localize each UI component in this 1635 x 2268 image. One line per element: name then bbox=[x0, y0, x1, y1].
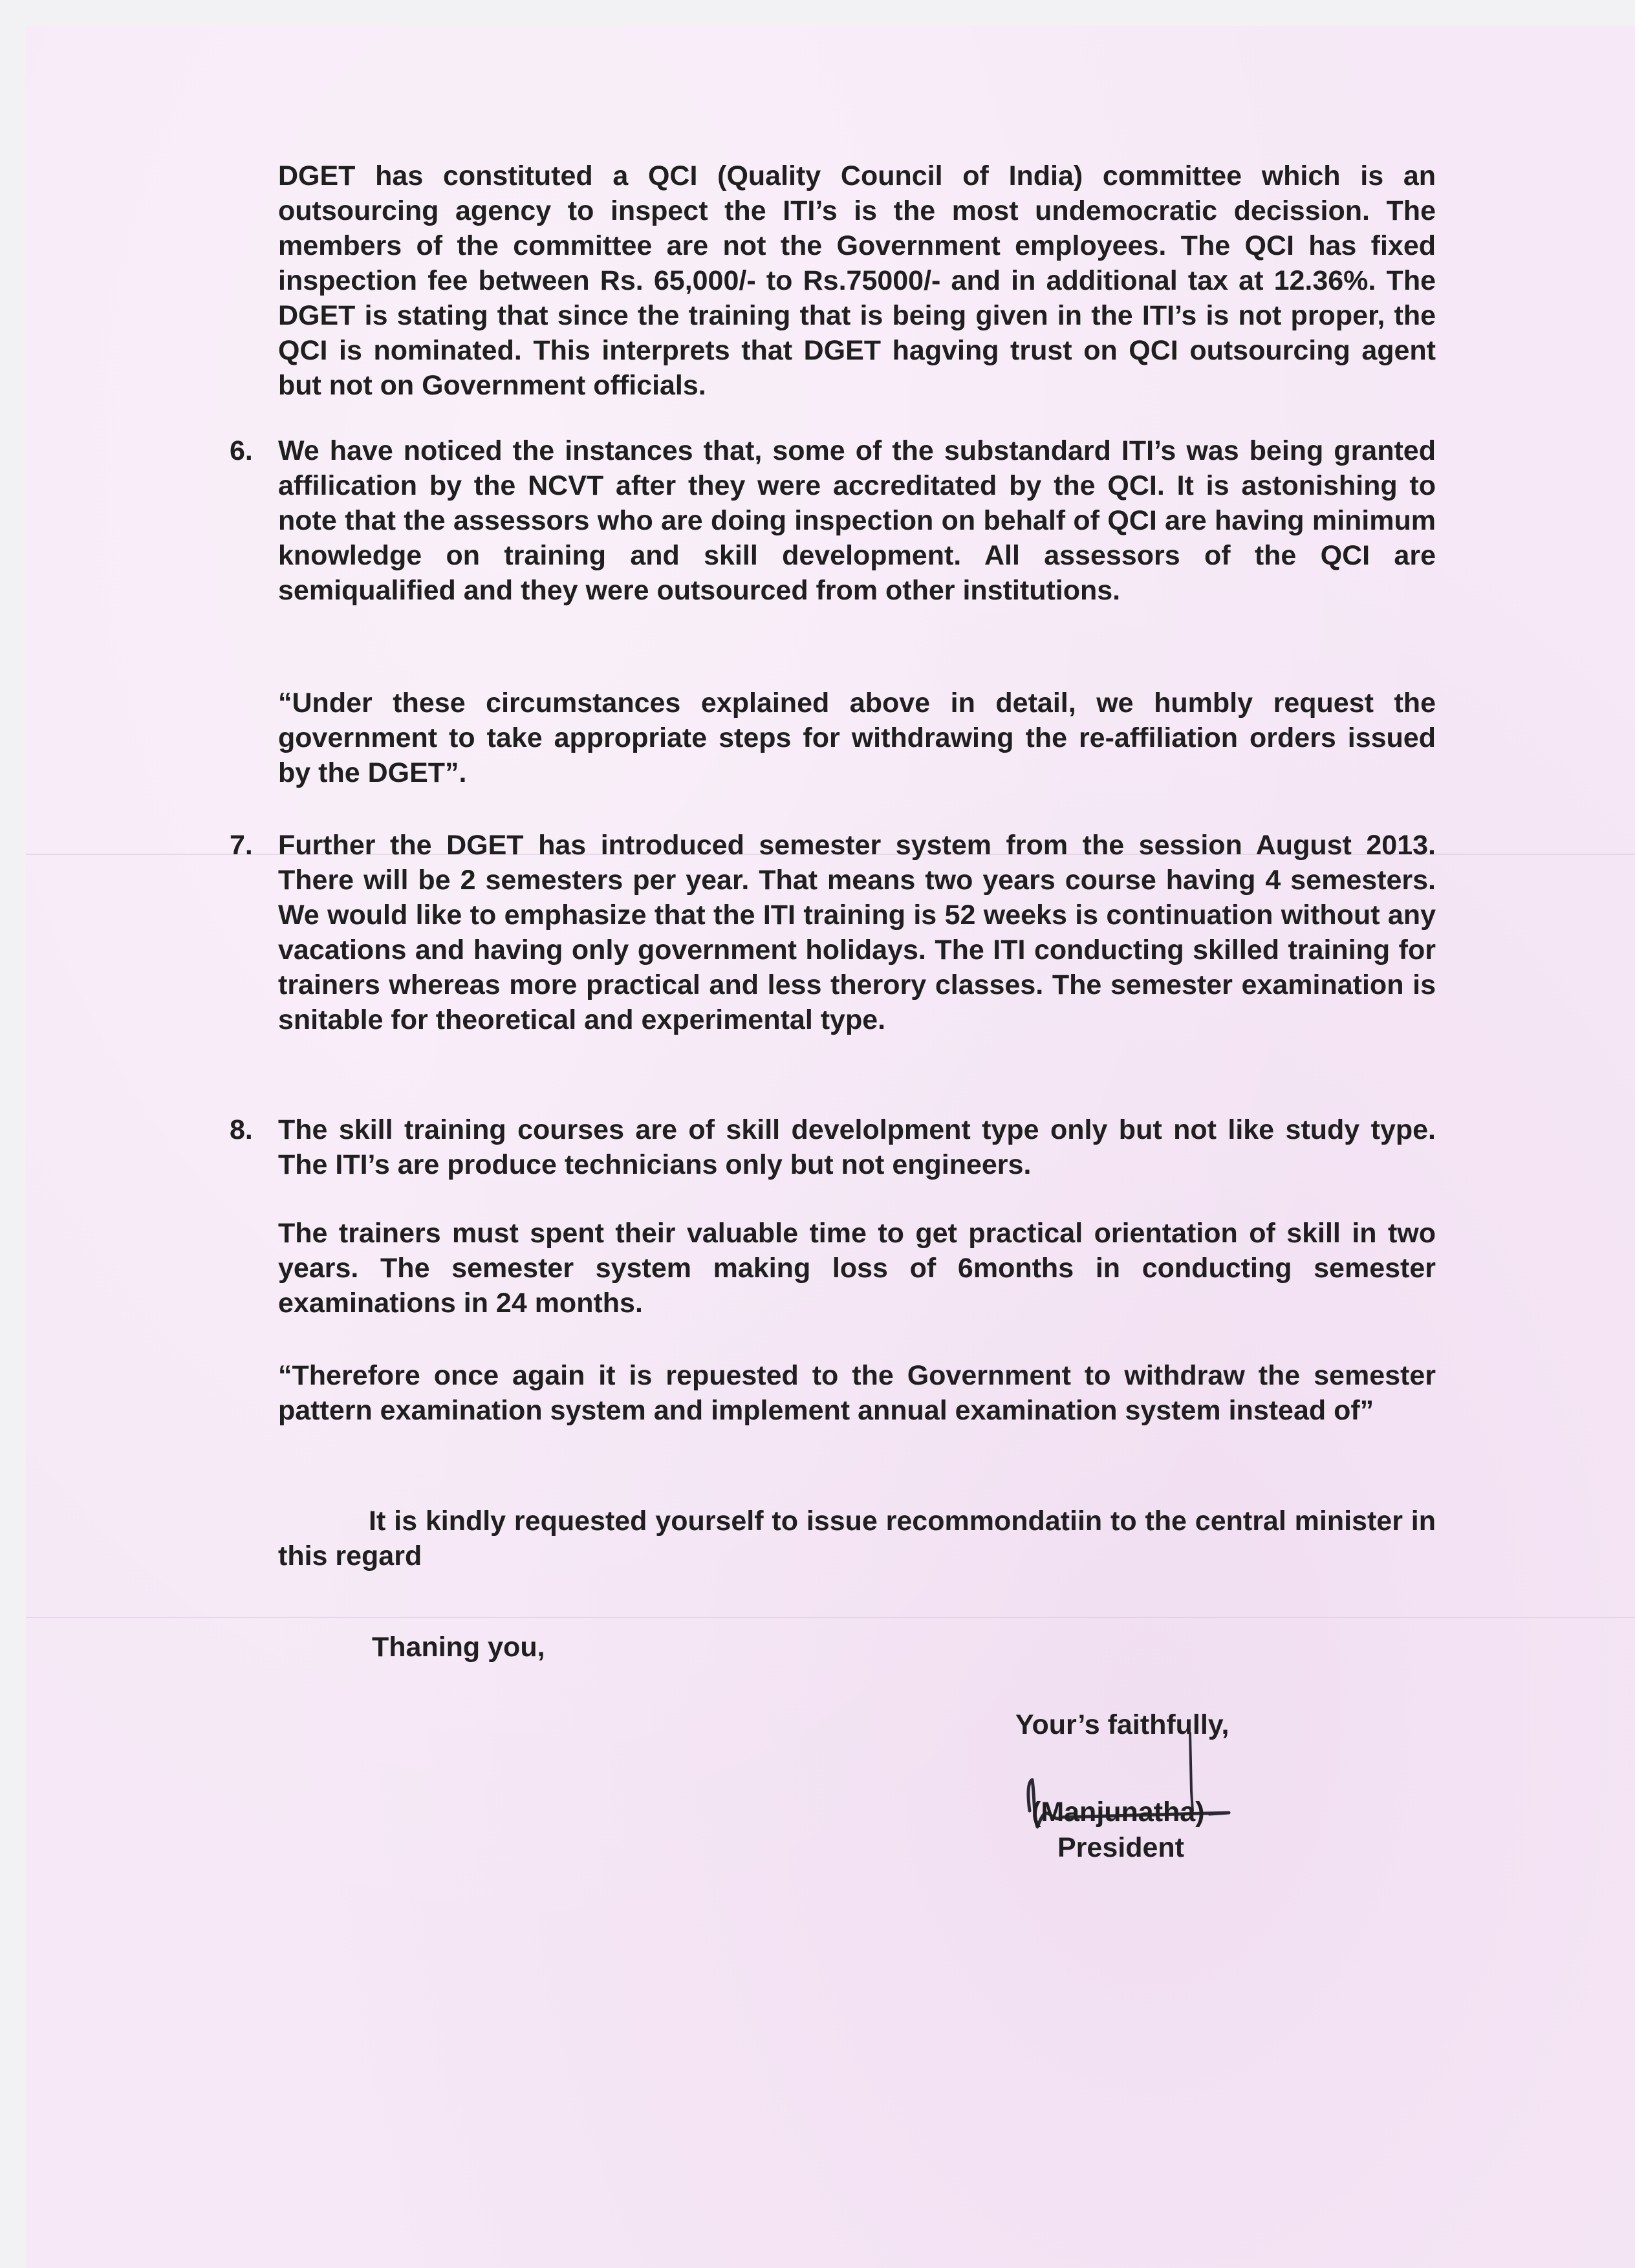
request-paragraph: It is kindly requested yourself to issue recommondatiin to the central minister in this regard bbox=[278, 1506, 1436, 1571]
point-8-paragraph-2: The trainers must spent their valuable time to get practical orientation of skill in two years. The semester system making loss of 6months in conducting semester examinations in 24 months. bbox=[278, 1218, 1436, 1319]
signatory-title: President bbox=[1057, 1832, 1184, 1863]
point-number-7: 7. bbox=[230, 830, 253, 861]
paper-crease bbox=[26, 1617, 1635, 1618]
signatory-name: (Manjunatha) bbox=[1032, 1797, 1205, 1828]
point-number-6: 6. bbox=[230, 435, 253, 466]
point-7-text: Further the DGET has introduced semester system from the session August 2013. There will be 2 semesters per year. That means two years course having 4 semesters. We would like to emphasize that the ITI training is 52 weeks is continuation without any vacations and having only government holidays. The ITI conducting skilled training for trainers whereas more practical and less therory classes. The semester examination is snitable for theoretical and experimental type. bbox=[278, 830, 1436, 1035]
point-6-quote: “Under these circumstances explained above in detail, we humbly request the government to take appropriate steps for withdrawing the re-affiliation orders issued by the DGET”. bbox=[278, 687, 1436, 788]
point-number-8: 8. bbox=[230, 1114, 253, 1145]
closing-line: Your’s faithfully, bbox=[1015, 1709, 1229, 1740]
point-8-quote: “Therefore once again it is repuested to the Government to withdraw the semester pattern examination system and implement annual examination system instead of” bbox=[278, 1360, 1436, 1426]
point-8-text: The skill training courses are of skill develolpment type only but not like study type. The ITI’s are produce technicians only but not engineers. bbox=[278, 1114, 1436, 1180]
point-6-text: We have noticed the instances that, some of the substandard ITI’s was being granted affilication by the NCVT after they were accreditated by the QCI. It is astonishing to note that the assessors who are doing inspection on behalf of QCI are having minimum knowledge on training and skill development. All assessors of the QCI are semiqualified and they were outsourced from other institutions. bbox=[278, 435, 1436, 606]
paragraph-intro: DGET has constituted a QCI (Quality Council of India) committee which is an outsourcing agency to inspect the ITI’s is the most undemocratic decission. The members of the committee are not the Government employees. The QCI has fixed inspection fee between Rs. 65,000/- to Rs.75000/- and in additional tax at 12.36%. The DGET is stating that since the training that is being given in the ITI’s is not proper, the QCI is nominated. This interprets that DGET hagving trust on QCI outsourcing agent but not on Government officials. bbox=[278, 160, 1436, 401]
thanks-line: Thaning you, bbox=[372, 1632, 545, 1663]
letter-page bbox=[26, 26, 1635, 2268]
